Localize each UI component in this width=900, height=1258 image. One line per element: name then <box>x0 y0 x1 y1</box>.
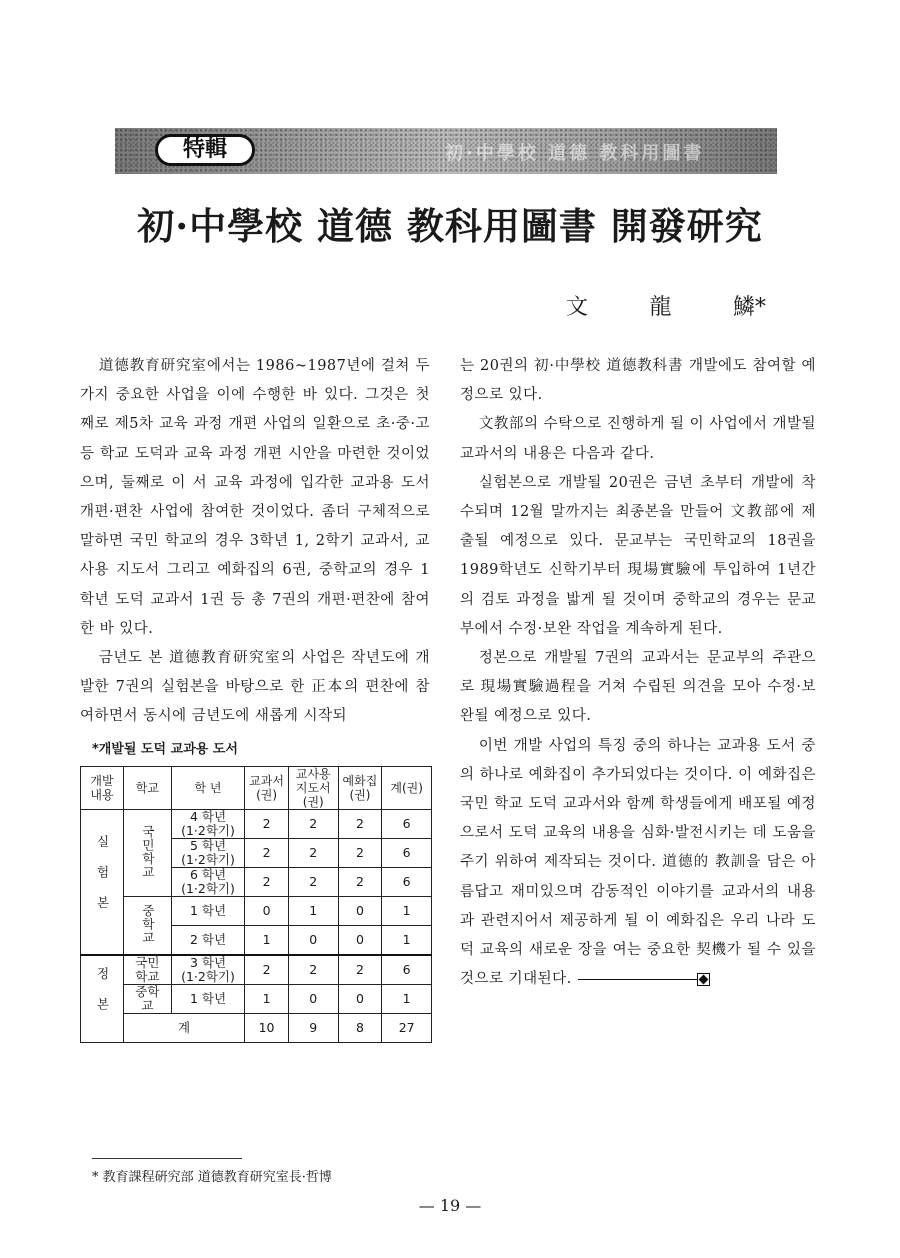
sum-total: 27 <box>382 1014 432 1043</box>
stories-cell: 0 <box>338 985 382 1014</box>
table-caption: *개발될 도덕 교과용 도서 <box>92 742 238 757</box>
grade-cell: 4 학년 (1·2학기) <box>171 810 244 839</box>
paragraph: 道德教育研究室에서는 1986~1987년에 걸쳐 두 가지 중요한 사업을 이에 수행한 바 있다. 그것은 첫째로 제5차 교육 과정 개편 사업의 일환으로 초·중·고등 학교 도덕과 교육 과정 개편 시안을 마련한 것이었으며, 둘째로 이 서 교육 과정에 입각한 교과용 도서 개편·편찬 사업에 참여한 것이었다. 좀더 구체적으로 말하면 국민 학교의 경우 3학년 1, 2학기 교과서, 교사용 지도서 그리고 예화집의 6권, 중학교의 경우 1학년 도덕 교과서 1권 등 총 7권의 개편·편찬에 참여한 바 있다. <box>80 358 430 637</box>
group-label: 정본 <box>95 967 110 1028</box>
sum-label: 계 <box>124 1014 245 1043</box>
paragraph-text: 이번 개발 사업의 특징 중의 하나는 교과용 도서 중의 하나로 예화집이 추가되었다는 것이다. 이 예화집은 국민 학교 도덕 교과서와 함께 학생들에게 배포될 예정으로서 도덕 교육의 내용을 심화·발전시키는 데 도움을 주기 위하여 제작되는 것이다. 道德的 教訓을 담은 아름답고 재미있으며 감동적인 이야기를 교과서의 내용과 관련지어서 제공하게 될 이 예화집은 우리 나라 도덕 교육의 새로운 장을 여는 중요한 契機가 될 수 있을 것으로 기대된다. <box>460 737 816 988</box>
footnote-rule <box>92 1158 242 1159</box>
section-banner <box>115 128 777 174</box>
header-textbook: 교과서 (권) <box>245 767 289 810</box>
paragraph: 정본으로 개발될 7권의 교과서는 문교부의 주관으로 現場實驗過程을 거쳐 수립된 의견을 모아 수정·보완될 예정으로 있다. <box>460 650 816 725</box>
table-sum-row <box>81 1014 432 1043</box>
grade-cell: 2 학년 <box>171 926 244 956</box>
grade-cell: 3 학년 (1·2학기) <box>171 955 244 985</box>
textbook-cell: 1 <box>245 985 289 1014</box>
school-elementary-short: 국민 학교 <box>124 955 172 985</box>
total-cell: 6 <box>382 810 432 839</box>
school-middle-short: 중학 교 <box>124 985 172 1014</box>
guide-cell: 0 <box>288 926 338 956</box>
table-row <box>81 897 432 926</box>
textbook-cell: 0 <box>245 897 289 926</box>
school-label: 국민학교 <box>140 824 156 879</box>
guide-cell: 2 <box>288 955 338 985</box>
total-cell: 6 <box>382 955 432 985</box>
article-title: 初·中學校 道德 教科用圖書 開發研究 <box>137 204 763 248</box>
table-row <box>81 985 432 1014</box>
group-final <box>81 955 124 1043</box>
paragraph-last <box>460 732 816 995</box>
guide-cell: 2 <box>288 868 338 897</box>
sum-guide: 9 <box>288 1014 338 1043</box>
end-rule <box>578 979 698 980</box>
header-total: 계(권) <box>382 767 432 810</box>
school-middle <box>124 897 172 956</box>
author-char: 龍 <box>649 295 672 320</box>
stories-cell: 0 <box>338 897 382 926</box>
total-cell: 1 <box>382 985 432 1014</box>
paragraph: 는 20권의 初·中學校 道德教科書 개발에도 참여할 예정으로 있다. <box>460 358 816 404</box>
grade-cell: 1 학년 <box>171 985 244 1014</box>
guide-cell: 1 <box>288 897 338 926</box>
textbook-cell: 2 <box>245 868 289 897</box>
textbook-table <box>80 766 432 1043</box>
sum-textbook: 10 <box>245 1014 289 1043</box>
author-char: 文 <box>566 295 589 320</box>
page-number: — 19 — <box>418 1196 482 1215</box>
header-guide: 교사용 지도서 (권) <box>288 767 338 810</box>
school-label: 중학교 <box>140 903 156 945</box>
grade-cell: 6 학년 (1·2학기) <box>171 868 244 897</box>
table-row <box>81 955 432 985</box>
paragraph: 실험본으로 개발될 20권은 금년 초부터 개발에 착수되며 12월 말까지는 최종본을 만들어 文教部에 제출될 예정으로 있다. 문교부는 국민학교의 18권을 1989학년도 신학기부터 現場實驗에 투입하여 1년간의 검토 과정을 밟게 될 것이며 중학교의 경우는 문교부에서 수정·보완 작업을 계속하게 된다. <box>460 474 816 637</box>
right-column <box>460 352 816 994</box>
group-label: 실험본 <box>95 834 110 927</box>
special-feature-tag: 特輯 <box>155 134 255 166</box>
banner-faded-text: 初·中學校 道德 教科用圖書 <box>445 143 705 164</box>
stories-cell: 2 <box>338 810 382 839</box>
table-header-row <box>81 767 432 810</box>
total-cell: 1 <box>382 897 432 926</box>
table-row <box>81 810 432 839</box>
header-type: 개발 내용 <box>81 767 124 810</box>
total-cell: 1 <box>382 926 432 956</box>
grade-cell: 1 학년 <box>171 897 244 926</box>
sum-stories: 8 <box>338 1014 382 1043</box>
total-cell: 6 <box>382 868 432 897</box>
end-mark-icon <box>697 973 710 986</box>
grade-cell: 5 학년 (1·2학기) <box>171 839 244 868</box>
footnote: * 教育課程硏究部 道德教育研究室長·哲博 <box>92 1170 332 1185</box>
author-char: 鱗* <box>732 295 766 320</box>
guide-cell: 2 <box>288 810 338 839</box>
stories-cell: 2 <box>338 839 382 868</box>
school-elementary <box>124 810 172 897</box>
textbook-cell: 1 <box>245 926 289 956</box>
guide-cell: 2 <box>288 839 338 868</box>
group-experimental <box>81 810 124 956</box>
header-stories: 예화집 (권) <box>338 767 382 810</box>
author-name <box>566 290 766 320</box>
stories-cell: 2 <box>338 868 382 897</box>
header-grade: 학 년 <box>171 767 244 810</box>
total-cell: 6 <box>382 839 432 868</box>
textbook-cell: 2 <box>245 839 289 868</box>
textbook-cell: 2 <box>245 955 289 985</box>
guide-cell: 0 <box>288 985 338 1014</box>
paragraph: 금년도 본 道德教育研究室의 사업은 작년도에 개발한 7권의 실험본을 바탕으로 한 正本의 편찬에 참여하면서 동시에 금년도에 새롭게 시작되 <box>80 650 430 725</box>
textbook-cell: 2 <box>245 810 289 839</box>
left-column <box>80 352 430 732</box>
paragraph: 文教部의 수탁으로 진행하게 될 이 사업에서 개발될 교과서의 내용은 다음과 같다. <box>460 416 816 462</box>
header-school: 학교 <box>124 767 172 810</box>
stories-cell: 0 <box>338 926 382 956</box>
stories-cell: 2 <box>338 955 382 985</box>
